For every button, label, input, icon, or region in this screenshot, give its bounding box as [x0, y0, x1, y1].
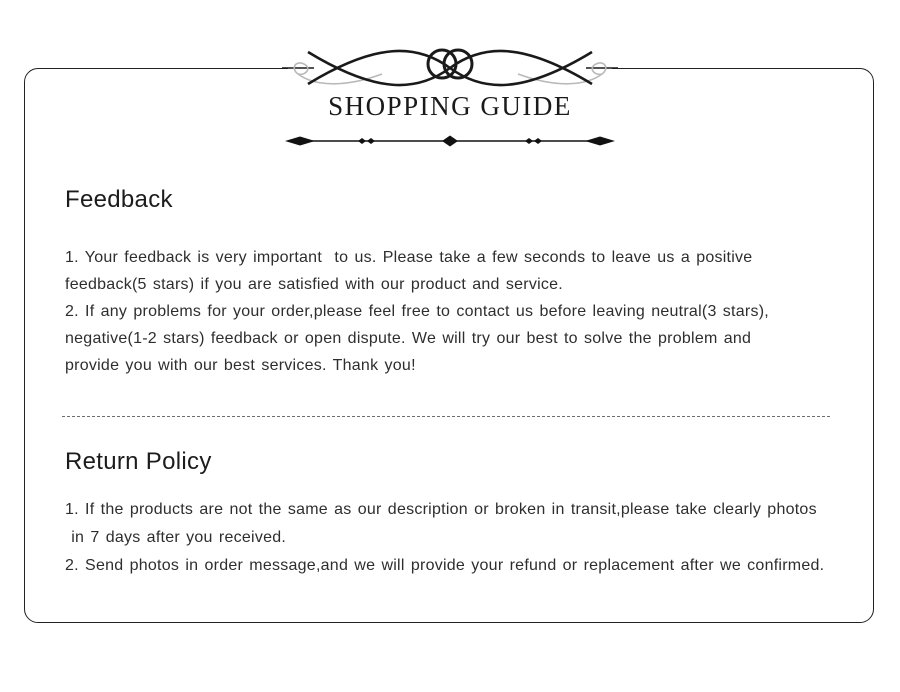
feedback-text-line: feedback(5 stars) if you are satisfied with our product and service.	[65, 276, 563, 293]
feedback-text-line: 1. Your feedback is very important to us. Please take a few seconds to leave us a positive	[65, 249, 753, 266]
section-heading-return-policy: Return Policy	[65, 448, 212, 475]
return-policy-text-line: in 7 days after you received.	[65, 529, 287, 546]
feedback-text-line: negative(1-2 stars) feedback or open dispute. We will try our best to solve the problem and	[65, 330, 752, 347]
feedback-paragraph	[65, 244, 769, 379]
arrow-line-divider-icon	[285, 133, 615, 149]
section-heading-feedback: Feedback	[65, 186, 173, 213]
return-policy-paragraph	[65, 496, 824, 580]
feedback-text-line: 2. If any problems for your order,please feel free to contact us before leaving neutral(3 stars),	[65, 303, 769, 320]
return-policy-text-line: 1. If the products are not the same as our description or broken in transit,please take clearly photos	[65, 501, 817, 518]
return-policy-text-line: 2. Send photos in order message,and we will provide your refund or replacement after we confirmed.	[65, 557, 825, 574]
calligraphic-flourish-icon	[282, 40, 618, 96]
feedback-text-line: provide you with our best services. Thank you!	[65, 357, 416, 374]
section-divider	[62, 416, 830, 417]
page-title: SHOPPING GUIDE	[328, 91, 572, 121]
